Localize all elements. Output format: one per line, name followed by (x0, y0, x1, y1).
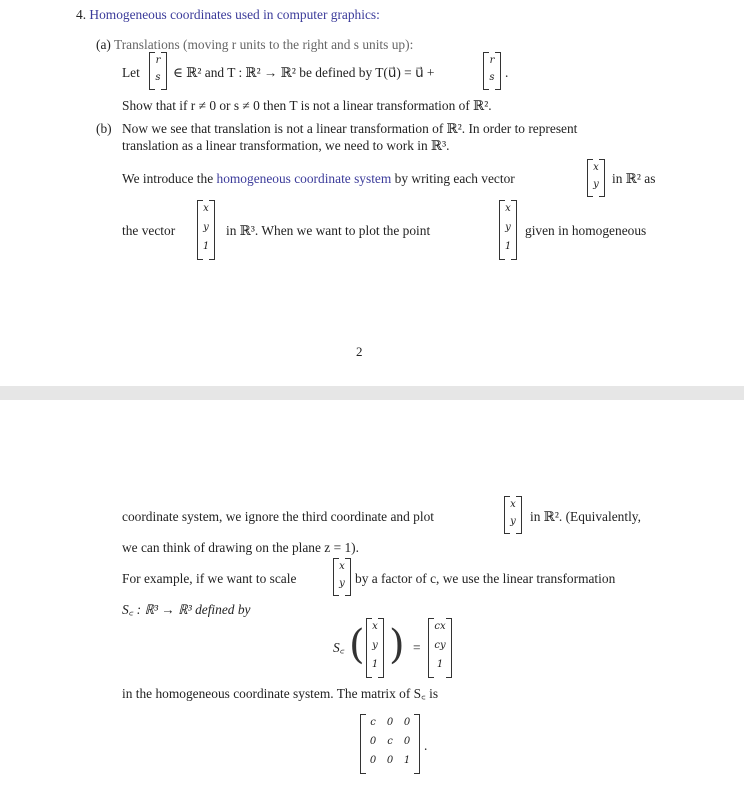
vector-xy1-matrix-2 (499, 200, 517, 260)
vector-xy-matrix-p2 (504, 496, 522, 534)
vector-xy-entry: y (593, 179, 599, 190)
vector-rs-entry: s (489, 72, 495, 83)
part-b-label: (b) (96, 121, 112, 136)
result-vector-entry: 1 (436, 659, 444, 670)
part-b-line1: Now we see that translation is not a linear transformation of ℝ². In order to represent (122, 121, 578, 136)
left-paren: ( (349, 622, 365, 668)
the-vector-text: the vector (122, 223, 176, 238)
vector-xy1-entry: 1 (371, 659, 379, 670)
vector-xy1-entry: x (203, 203, 209, 214)
equals-sign: = (413, 640, 421, 655)
page-divider (0, 386, 744, 400)
matrix-cell: 0 (403, 717, 411, 728)
part-a-title: Translations (moving r units to the right and s units up): (113, 37, 414, 52)
example-pre: For example, if we want to scale (122, 571, 297, 586)
in-r2-equiv: in ℝ². (Equivalently, (530, 509, 641, 524)
part-a-label: (a) (96, 37, 111, 52)
plane-text: we can think of drawing on the plane z = 1). (122, 540, 359, 555)
vector-xy-matrix (587, 159, 605, 197)
sc-label: S꜀ (333, 640, 345, 655)
problem-title: Homogeneous coordinates used in computer graphics: (89, 7, 380, 22)
part-b-line2: translation as a linear transformation, we need to work in ℝ³. (122, 138, 450, 153)
part-a-show: Show that if r ≠ 0 or s ≠ 0 then T is not a linear transformation of ℝ². (122, 98, 492, 113)
vector-rs-entry: r (155, 55, 161, 66)
coord-text: coordinate system, we ignore the third coordinate and plot (122, 509, 434, 524)
vector-xy-matrix-p2b (333, 558, 351, 596)
matrix-cell: 0 (386, 755, 394, 766)
homogeneous-link[interactable]: homogeneous coordinate system (216, 171, 392, 186)
in-r3-text: in ℝ³. When we want to plot the point (226, 223, 431, 238)
matrix-cell: 0 (386, 717, 394, 728)
vector-xy-entry: x (593, 162, 599, 173)
vector-xy1-entry: x (505, 203, 511, 214)
vector-rs-entry: r (489, 55, 495, 66)
example-post: by a factor of c, we use the linear transformation (355, 571, 616, 586)
vector-rs-matrix (149, 52, 167, 90)
problem-header (76, 7, 380, 23)
part-a-heading (96, 37, 413, 53)
matrix-cell: 0 (369, 736, 377, 747)
matrix-cell: 0 (369, 755, 377, 766)
intro-post: by writing each vector (394, 171, 515, 186)
vector-xy-entry: y (339, 578, 345, 589)
vector-xy1-entry: 1 (504, 241, 512, 252)
vector-xy1-entry: 1 (202, 241, 210, 252)
matrix-cell: c (370, 717, 376, 728)
vector-xy1-entry: y (372, 640, 378, 651)
matrix-period: . (424, 738, 428, 753)
result-vector-entry: cy (434, 640, 446, 651)
matrix-intro-text: in the homogeneous coordinate system. The matrix of S꜀ is (122, 686, 439, 701)
result-vector-entry: cx (434, 621, 446, 632)
scaling-matrix (360, 714, 420, 774)
sc-definition: S꜀ : ℝ³ → ℝ³ defined by (122, 602, 251, 617)
vector-rs-entry: s (155, 72, 161, 83)
let-word: Let (122, 65, 140, 80)
in-r2-as: in ℝ² as (612, 171, 656, 186)
problem-number: 4. (76, 7, 87, 22)
matrix-cell: c (387, 736, 393, 747)
matrix-cell: 1 (403, 755, 411, 766)
vector-xy-entry: y (510, 516, 516, 527)
vector-rs-matrix-2 (483, 52, 501, 90)
vector-xy-entry: x (510, 499, 516, 510)
vector-xy1-entry: y (203, 222, 209, 233)
vector-xy-entry: x (339, 561, 345, 572)
definition-period: . (505, 65, 509, 80)
intro-sentence (122, 171, 515, 187)
translation-definition: ∈ ℝ² and T : ℝ² → ℝ² be defined by T(u⃗) = u⃗ + (173, 65, 435, 80)
page-number: 2 (356, 344, 363, 359)
result-vector-matrix (428, 618, 452, 678)
vector-xy1-matrix (197, 200, 215, 260)
vector-xy1-entry: y (505, 222, 511, 233)
matrix-cell: 0 (403, 736, 411, 747)
vector-xy1-matrix-p2 (366, 618, 384, 678)
given-text: given in homogeneous (525, 223, 647, 238)
intro-pre: We introduce the (122, 171, 214, 186)
right-paren: ) (389, 622, 405, 668)
vector-xy1-entry: x (372, 621, 378, 632)
